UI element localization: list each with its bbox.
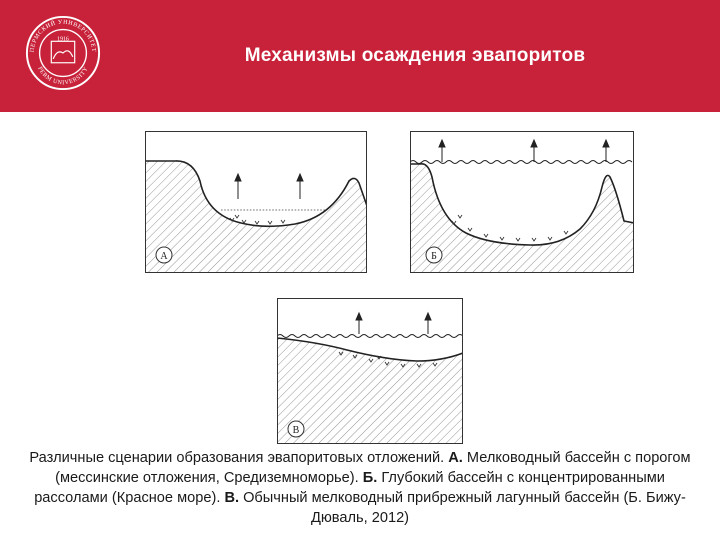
university-seal-logo — [24, 14, 102, 92]
sea-surface — [410, 161, 632, 164]
caption-text-a: Мелководный бассейн с порогом (мессинские отложения, Средиземноморье). — [55, 450, 691, 486]
evaporation-arrows — [235, 174, 303, 199]
diagram-label-b: Б — [431, 251, 437, 262]
svg-text:PERM UNIVERSITY: PERM UNIVERSITY — [36, 66, 90, 87]
caption-intro: Различные сценарии образования эвапоритовых отложений. — [29, 450, 449, 466]
figure-caption — [18, 448, 702, 528]
caption-text-c: Обычный мелководный прибрежный лагунный бассейн (Б. Бижу-Дюваль, 2012) — [239, 490, 686, 526]
svg-text:ПЕРМСКИЙ УНИВЕРСИТЕТ: ПЕРМСКИЙ УНИВЕРСИТЕТ — [29, 19, 97, 53]
diagram-c-coastal-lagoon — [277, 298, 463, 444]
caption-key-c: В. — [224, 490, 240, 506]
diagram-b-deep-basin-brines — [410, 131, 634, 273]
diagram-label-a: A — [160, 251, 168, 262]
sediment-fill — [277, 338, 463, 444]
sediment-fill — [145, 161, 367, 273]
diagram-a-shallow-basin-with-sill — [145, 131, 367, 273]
caption-key-b: Б. — [362, 470, 378, 486]
page-title: Механизмы осаждения эвапоритов — [244, 45, 586, 66]
evaporation-arrows — [356, 313, 431, 334]
diagram-label-c: В — [292, 425, 300, 436]
evaporation-arrows — [439, 140, 609, 162]
caption-key-a: А. — [448, 450, 463, 466]
sediment-fill — [410, 164, 634, 273]
header-bar — [0, 0, 720, 112]
svg-text:1916: 1916 — [57, 36, 69, 43]
sea-surface — [277, 335, 463, 338]
caption-text-b: Глубокий бассейн с концентрированными рассолами (Красное море). — [34, 470, 665, 506]
